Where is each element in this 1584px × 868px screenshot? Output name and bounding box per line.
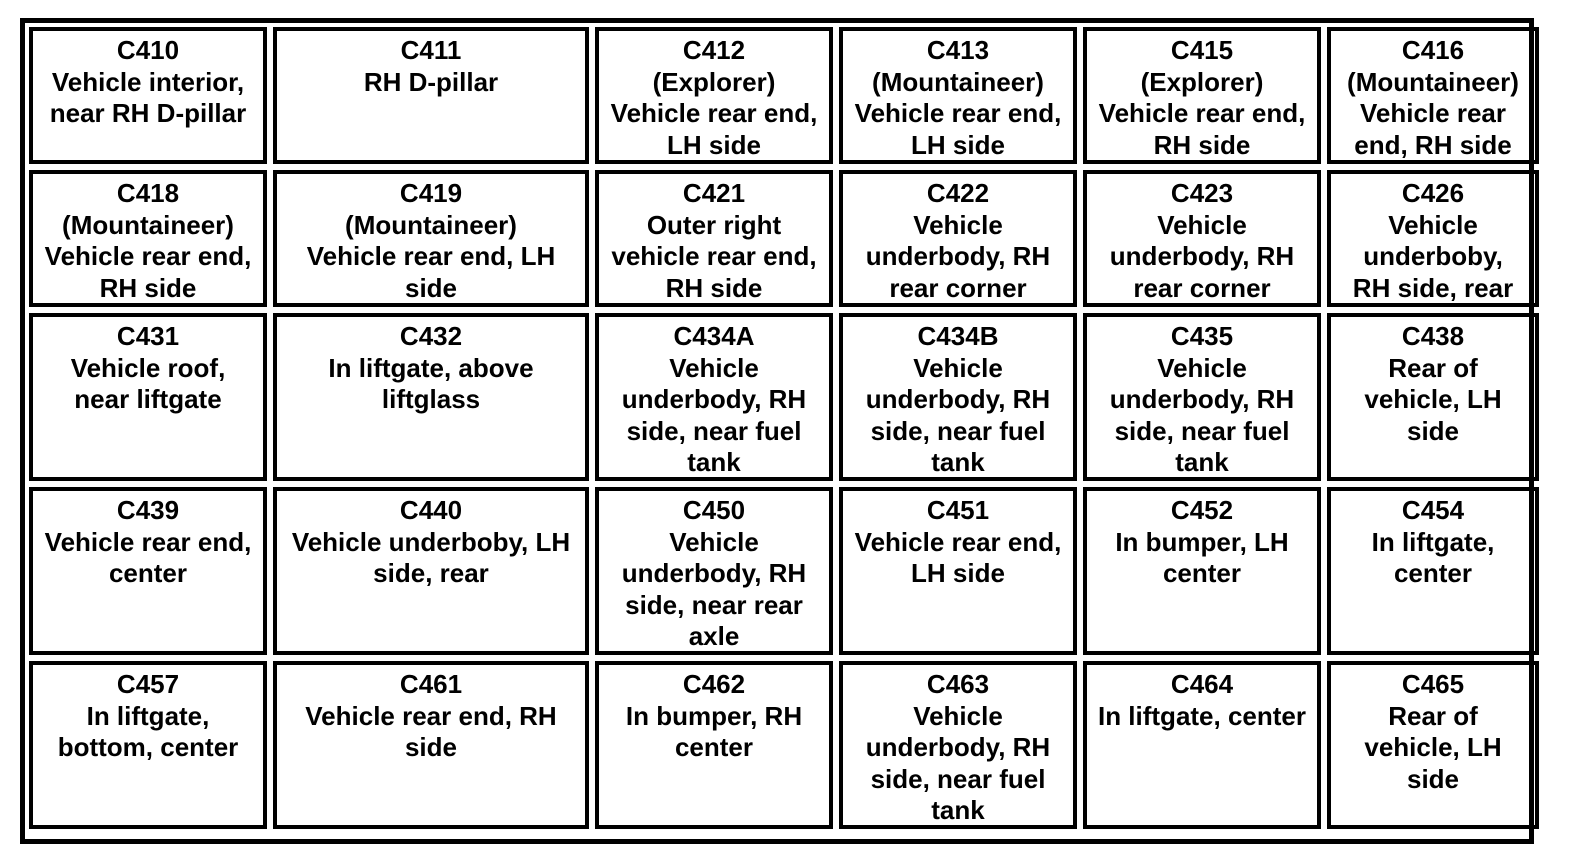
table-cell xyxy=(839,313,1077,481)
table-cell xyxy=(595,661,833,829)
connector-code: C419 xyxy=(399,178,463,208)
connector-code: C434A xyxy=(673,321,755,351)
connector-location: In liftgate, bottom, center xyxy=(57,700,239,762)
connector-code: C426 xyxy=(1401,178,1465,208)
table-cell xyxy=(273,487,589,655)
connector-code: C412 xyxy=(682,35,746,65)
connector-location: In liftgate, center xyxy=(1097,700,1307,731)
table-cell xyxy=(1327,27,1539,164)
table-cell xyxy=(1327,313,1539,481)
table-cell xyxy=(839,487,1077,655)
connector-location: Vehicle rear end, LH side xyxy=(854,526,1062,588)
table-cell xyxy=(839,170,1077,307)
connector-location: In liftgate, center xyxy=(1371,526,1495,588)
connector-location-table xyxy=(20,18,1534,844)
table-cell xyxy=(273,170,589,307)
table-cell xyxy=(29,487,267,655)
connector-location: Vehicle underbody, RH side, near fuel tank xyxy=(865,352,1051,477)
table-cell xyxy=(1083,27,1321,164)
connector-location: In bumper, LH center xyxy=(1115,526,1289,588)
table-cell xyxy=(1327,170,1539,307)
connector-location: Vehicle underbody, RH side, near fuel tank xyxy=(621,352,807,477)
connector-code: C440 xyxy=(399,495,463,525)
table-cell xyxy=(595,313,833,481)
connector-code: C431 xyxy=(116,321,180,351)
table-cell xyxy=(29,313,267,481)
connector-code: C416 xyxy=(1401,35,1465,65)
connector-code: C462 xyxy=(682,669,746,699)
connector-location: Vehicle roof, near liftgate xyxy=(70,352,226,414)
connector-code: C461 xyxy=(399,669,463,699)
connector-location: In bumper, RH center xyxy=(625,700,803,762)
connector-code: C422 xyxy=(926,178,990,208)
connector-location: Rear of vehicle, LH side xyxy=(1364,700,1502,794)
connector-location: Vehicle underbody, RH side, near rear axle xyxy=(621,526,807,651)
connector-code: C435 xyxy=(1170,321,1234,351)
connector-code: C457 xyxy=(116,669,180,699)
table-cell xyxy=(1083,313,1321,481)
connector-location: (Mountaineer) Vehicle rear end, LH side xyxy=(306,209,556,303)
connector-location: Rear of vehicle, LH side xyxy=(1364,352,1502,446)
connector-location: Vehicle interior, near RH D-pillar xyxy=(49,66,247,128)
table-cell xyxy=(273,27,589,164)
table-cell xyxy=(29,27,267,164)
connector-code: C451 xyxy=(926,495,990,525)
connector-location: Vehicle underbody, RH side, near fuel tank xyxy=(865,700,1051,825)
connector-code: C411 xyxy=(400,35,462,65)
connector-location: Vehicle underbody, RH rear corner xyxy=(865,209,1051,303)
connector-location: Outer right vehicle rear end, RH side xyxy=(611,209,817,303)
table-cell xyxy=(595,487,833,655)
connector-code: C439 xyxy=(116,495,180,525)
connector-code: C423 xyxy=(1170,178,1234,208)
connector-code: C421 xyxy=(682,178,746,208)
connector-location: (Mountaineer) Vehicle rear end, LH side xyxy=(854,66,1062,160)
connector-code: C452 xyxy=(1170,495,1234,525)
table-cell xyxy=(595,170,833,307)
connector-location: Vehicle underboby, RH side, rear xyxy=(1352,209,1514,303)
connector-code: C450 xyxy=(682,495,746,525)
table-cell xyxy=(29,661,267,829)
connector-location: In liftgate, above liftglass xyxy=(328,352,534,414)
table-cell xyxy=(1083,661,1321,829)
connector-code: C410 xyxy=(116,35,180,65)
connector-code: C413 xyxy=(926,35,990,65)
connector-code: C434B xyxy=(917,321,999,351)
connector-location: Vehicle underbody, RH rear corner xyxy=(1109,209,1295,303)
connector-code: C432 xyxy=(399,321,463,351)
table-cell xyxy=(839,27,1077,164)
connector-location: (Explorer) Vehicle rear end, RH side xyxy=(1098,66,1306,160)
table-cell xyxy=(273,661,589,829)
connector-code: C464 xyxy=(1170,669,1234,699)
connector-code: C418 xyxy=(116,178,180,208)
connector-location: Vehicle rear end, RH side xyxy=(305,700,557,762)
table-cell xyxy=(595,27,833,164)
connector-code: C454 xyxy=(1401,495,1465,525)
table-cell xyxy=(273,313,589,481)
connector-location: Vehicle underboby, LH side, rear xyxy=(291,526,571,588)
table-cell xyxy=(1083,170,1321,307)
table-cell xyxy=(1327,661,1539,829)
connector-code: C438 xyxy=(1401,321,1465,351)
connector-code: C463 xyxy=(926,669,990,699)
connector-location: (Mountaineer) Vehicle rear end, RH side xyxy=(44,209,252,303)
connector-location: (Mountaineer) Vehicle rear end, RH side xyxy=(1347,66,1519,160)
table-cell xyxy=(1327,487,1539,655)
connector-location: RH D-pillar xyxy=(363,66,499,97)
connector-code: C415 xyxy=(1170,35,1234,65)
table-cell xyxy=(29,170,267,307)
connector-code: C465 xyxy=(1401,669,1465,699)
connector-location: Vehicle rear end, center xyxy=(44,526,252,588)
connector-location: (Explorer) Vehicle rear end, LH side xyxy=(610,66,818,160)
table-cell xyxy=(839,661,1077,829)
table-cell xyxy=(1083,487,1321,655)
connector-location: Vehicle underbody, RH side, near fuel tank xyxy=(1109,352,1295,477)
